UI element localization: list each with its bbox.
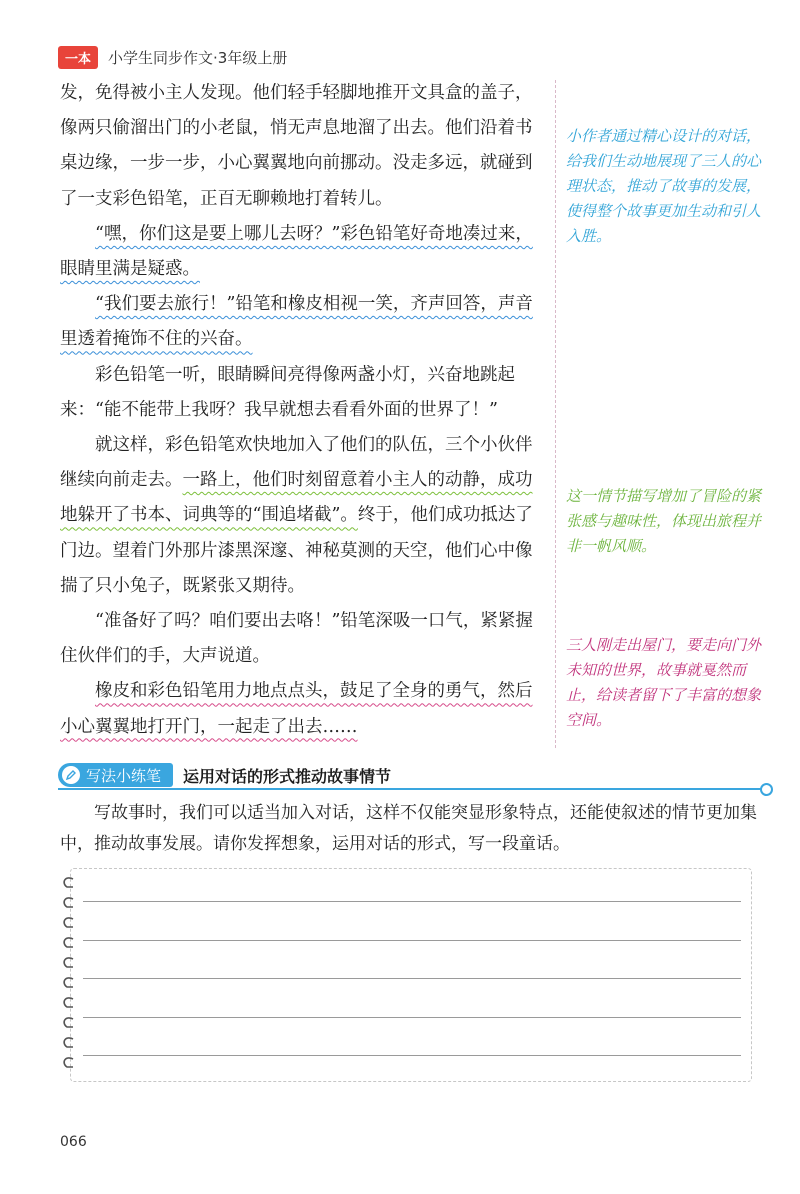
section-title: 运用对话的形式推动故事情节 <box>183 766 392 786</box>
binder-ring-icon <box>61 1055 75 1071</box>
binder-ring-icon <box>61 915 75 931</box>
plot-highlight: 一路上，他们时刻留意着小主人的动静，成功地躲开了书本、词典等的“围追堵截”。 <box>60 470 533 526</box>
pen-icon <box>62 766 80 784</box>
writing-line[interactable] <box>83 978 741 979</box>
page-header <box>58 44 287 70</box>
section-tag-label: 写法小练笔 <box>86 766 162 785</box>
binder-ring-icon <box>61 955 75 971</box>
dialogue-highlight: “嘿，你们这是要上哪儿去呀？”彩色铅笔好奇地凑过来，眼睛里满是疑惑。 <box>60 223 533 280</box>
story-paragraph-5 <box>60 428 545 604</box>
binder-ring-icon <box>61 935 75 951</box>
writing-line[interactable] <box>83 940 741 941</box>
brand-logo: 一本 <box>58 46 98 69</box>
writing-line[interactable] <box>83 1055 741 1056</box>
book-title: 小学生同步作文·3年级上册 <box>108 48 288 67</box>
section-tag <box>58 763 173 787</box>
binder-ring-icon <box>61 995 75 1011</box>
writing-area[interactable] <box>70 868 752 1082</box>
ending-highlight: 橡皮和彩色铅笔用力地点点头，鼓足了全身的勇气，然后小心翼翼地打开门，一起走了出去…… <box>60 681 533 737</box>
binder-ring-icon <box>61 895 75 911</box>
practice-instructions: 写故事时，我们可以适当加入对话，这样不仅能突显形象特点，还能使叙述的情节更加集中，推动故事发展。请你发挥想象，运用对话的形式，写一段童话。 <box>60 803 757 854</box>
margin-note-dialogue: 小作者通过精心设计的对话，给我们生动地展现了三人的心理状态，推动了故事的发展，使得整个故事更加生动和引人入胜。 <box>566 127 762 245</box>
story-paragraph-7 <box>60 674 545 744</box>
binder-ring-icon <box>61 875 75 891</box>
margin-divider <box>555 80 556 748</box>
margin-note-plot: 这一情节描写增加了冒险的紧张感与趣味性，体现出旅程并非一帆风顺。 <box>566 487 762 555</box>
story-paragraph-6: “准备好了吗？咱们要出去咯！”铅笔深吸一口气，紧紧握住伙伴们的手，大声说道。 <box>60 611 533 667</box>
section-divider-dot <box>760 783 773 796</box>
story-text <box>60 76 545 745</box>
binder-ring-icon <box>61 1035 75 1051</box>
margin-note-ending: 三人刚走出屋门，要走向门外未知的世界，故事就戛然而止，给读者留下了丰富的想象空间。 <box>566 636 762 729</box>
writing-line[interactable] <box>83 1017 741 1018</box>
story-paragraph-1: 发，免得被小主人发现。他们轻手轻脚地推开文具盒的盖子，像两只偷溜出门的小老鼠，悄无声息地溜了出去。他们沿着书桌边缘，一步一步，小心翼翼地向前挪动。没走多远，就碰到了一支彩色铅笔，正百无聊赖地打着转儿。 <box>60 83 533 209</box>
story-sentence: 终于，他们成功抵达了门边。望着门外那片漆黑深邃、神秘莫测的天空，他们心中像揣了只小兔子，既紧张又期待。 <box>60 505 533 596</box>
story-paragraph-4: 彩色铅笔一听，眼睛瞬间亮得像两盏小灯，兴奋地跳起来：“能不能带上我呀？我早就想去看看外面的世界了！” <box>60 364 515 420</box>
section-divider <box>58 788 764 790</box>
story-sentence: 就这样，彩色铅笔欢快地加入了他们的队伍，三个小伙伴继续向前走去。 <box>60 435 533 491</box>
section-header <box>58 762 770 788</box>
binder-ring-icon <box>61 975 75 991</box>
story-paragraph-2 <box>60 217 545 287</box>
dialogue-highlight: “我们要去旅行！”铅笔和橡皮相视一笑，齐声回答，声音里透着掩饰不住的兴奋。 <box>60 294 533 350</box>
writing-line[interactable] <box>83 901 741 902</box>
page-number: 066 <box>60 1134 87 1150</box>
story-paragraph-3 <box>60 287 545 357</box>
binder-ring-icon <box>61 1015 75 1031</box>
